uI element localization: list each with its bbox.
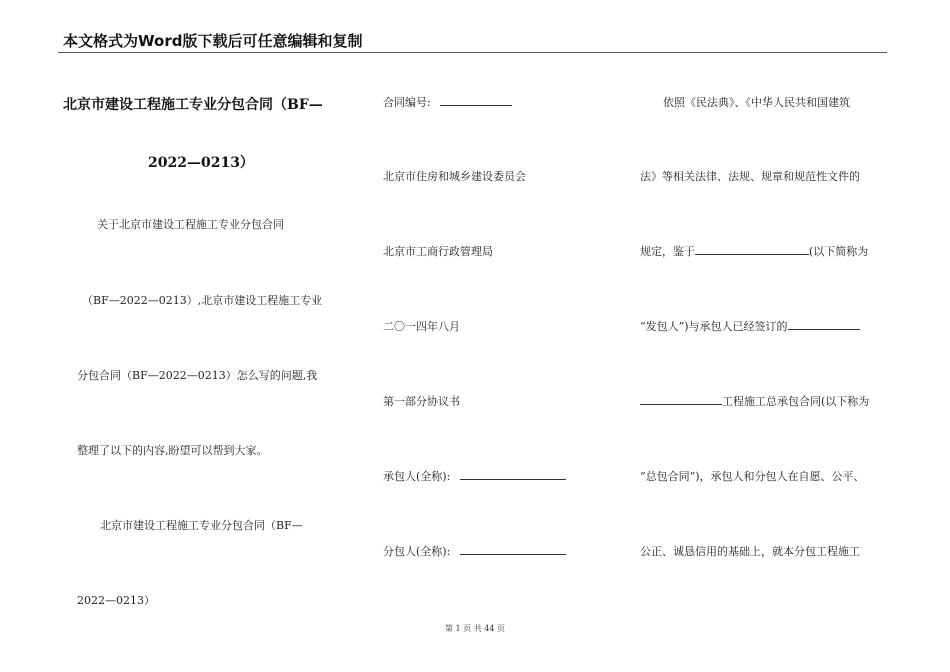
agreement-text-line <box>640 318 860 334</box>
intro-paragraph-line: 分包合同（BF—2022—0213）怎么写的问题,我 <box>77 369 318 382</box>
contract-number-label: 合同编号: <box>383 96 431 109</box>
issuer-line-2: 北京市工商行政管理局 <box>383 245 493 258</box>
header-divider <box>58 52 887 53</box>
project-name-blank <box>640 393 722 405</box>
contract-number-field <box>383 94 512 110</box>
agreement-text-segment: “发包人”)与承包人已经签订的 <box>640 320 788 333</box>
contractor-field <box>383 468 566 484</box>
subcontractor-field <box>383 543 566 559</box>
employer-name-blank <box>695 243 809 255</box>
page-number-footer: 第 1 页 共 44 页 <box>445 624 505 633</box>
agreement-text-segment: 工程施工总承包合同(以下称为 <box>722 395 870 408</box>
agreement-text-line: 法》等相关法律、法规、规章和规范性文件的 <box>640 170 860 183</box>
subcontractor-name-blank <box>460 543 566 555</box>
contract-number-blank <box>440 94 512 106</box>
issuer-line-1: 北京市住房和城乡建设委员会 <box>383 170 526 183</box>
agreement-text-line: “总包合同”)，承包人和分包人在自愿、公平、 <box>640 470 865 483</box>
intro-paragraph-line: 整理了以下的内容,盼望可以帮到大家。 <box>77 444 268 457</box>
contractor-label: 承包人(全称): <box>383 470 451 483</box>
main-contract-name-blank <box>788 318 860 330</box>
agreement-text-segment: 规定，鉴于 <box>640 245 695 258</box>
document-title-line-1: 北京市建设工程施工专业分包合同（BF— <box>63 97 323 113</box>
agreement-text-segment: (以下简称为 <box>809 245 869 258</box>
subcontractor-label: 分包人(全称): <box>383 545 451 558</box>
contract-name-line: 北京市建设工程施工专业分包合同（BF— <box>100 519 303 532</box>
intro-paragraph-line: 关于北京市建设工程施工专业分包合同 <box>97 218 284 231</box>
agreement-text-line <box>640 393 869 409</box>
issue-date: 二〇一四年八月 <box>383 320 460 333</box>
intro-paragraph-line: （BF—2022—0213）,北京市建设工程施工专业 <box>82 294 323 307</box>
agreement-text-line <box>640 243 868 259</box>
contract-name-line: 2022—0213） <box>77 594 155 607</box>
contractor-name-blank <box>460 468 566 480</box>
agreement-text-line: 公正、诚恳信用的基础上，就本分包工程施工 <box>640 545 860 558</box>
document-header-title: 本文格式为Word版下载后可任意编辑和复制 <box>63 32 363 50</box>
document-title-line-2: 2022—0213） <box>148 155 254 171</box>
section-heading: 第一部分协议书 <box>383 395 460 408</box>
agreement-text-line: 依照《民法典》、《中华人民共和国建筑 <box>663 96 850 109</box>
